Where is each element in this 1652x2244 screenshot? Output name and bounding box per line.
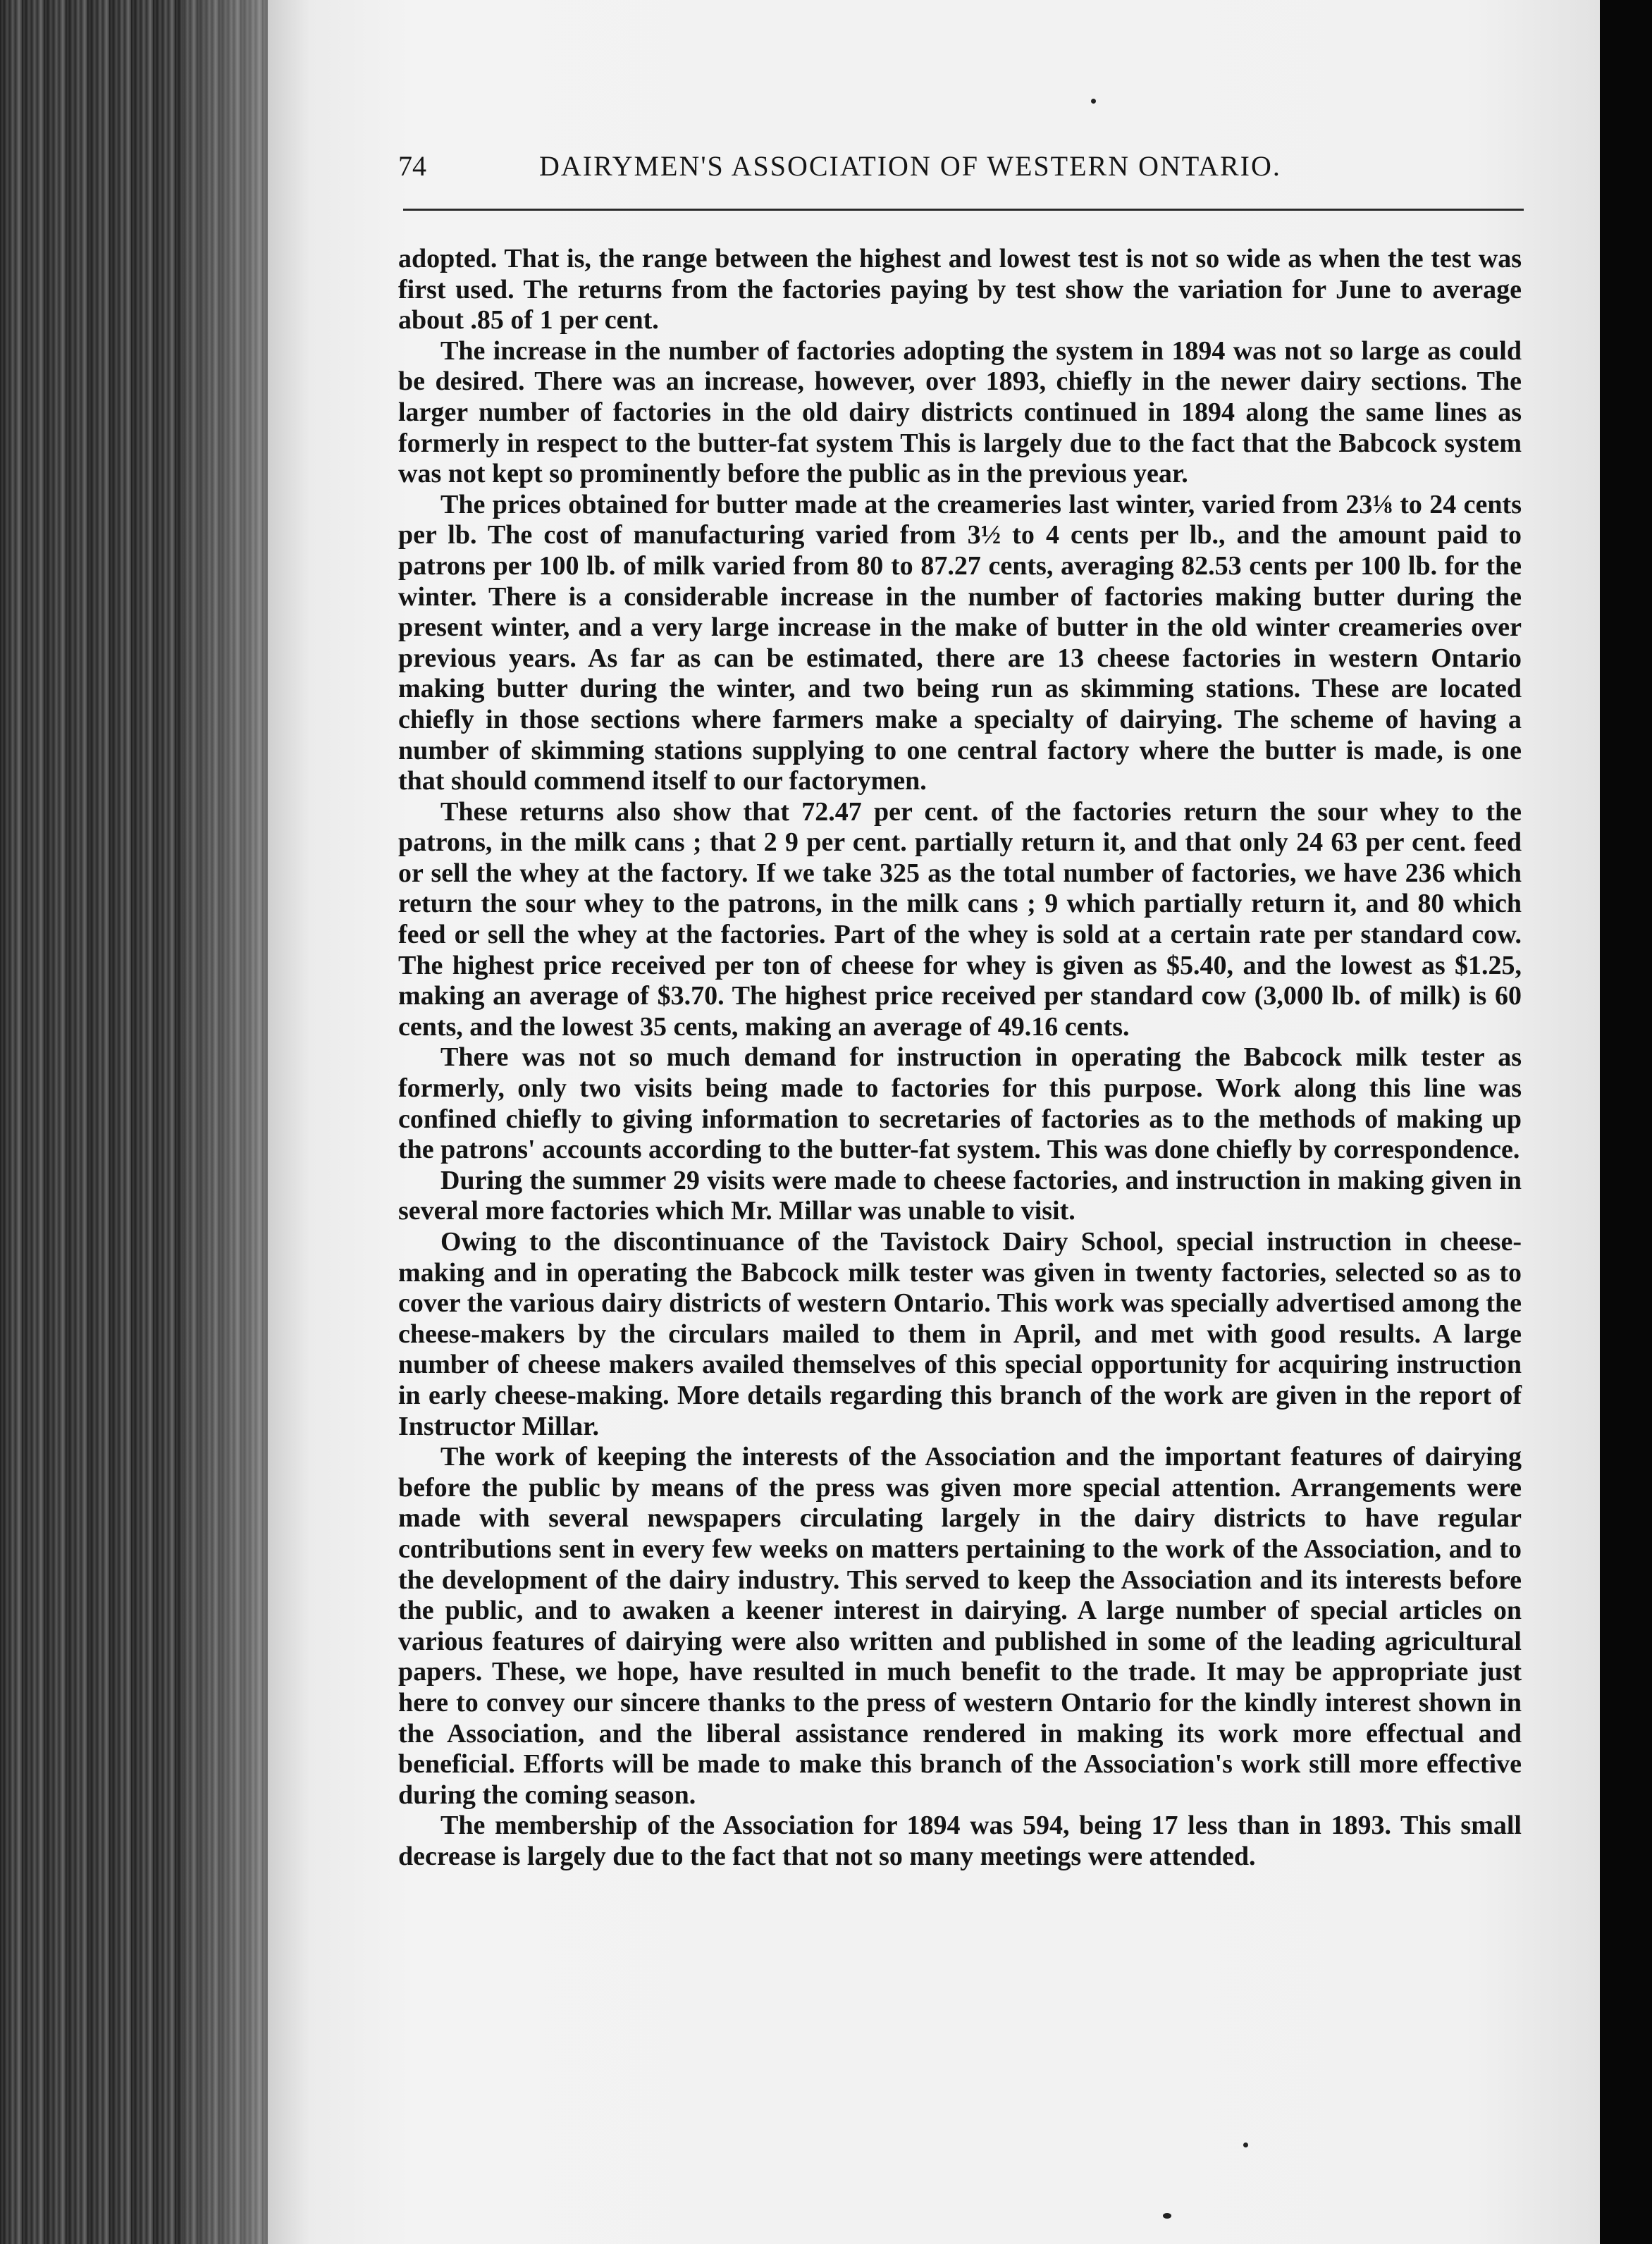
scan-speck: [1091, 99, 1096, 104]
paragraph-1: adopted. That is, the range between the highest and lowest test is not so wide as when the test was first used. The returns from the factories paying by test show the variation for June to average about .85 of 1 per cent.: [398, 244, 1522, 335]
paragraph-6: During the summer 29 visits were made to cheese factories, and instruction in making given in several more factories which Mr. Millar was unable to visit.: [398, 1165, 1522, 1226]
page-number: 74: [398, 150, 426, 182]
scanner-border: [1600, 0, 1652, 2244]
header-rule: [403, 209, 1524, 211]
scan-speck: [1243, 2143, 1248, 2147]
paragraph-5: There was not so much demand for instruction in operating the Babcock milk tester as formerly, only two visits being made to factories for this purpose. Work along this line was confined chiefly to giving information to secretaries of factories as to the methods of making up the patrons' accounts according to the butter-fat system. This was done chiefly by correspondence.: [398, 1042, 1522, 1165]
paragraph-7: Owing to the discontinuance of the Tavistock Dairy School, special instruction in cheese-making and in operating the Babcock milk tester was given in twenty factories, selected so as to cover the various dairy districts of western Ontario. This work was specially advertised among the cheese-makers by the circulars mailed to them in April, and met with good results. A large number of cheese makers availed themselves of this special opportunity for acquiring instruction in early cheese-making. More details regarding this branch of the work are given in the report of Instructor Millar.: [398, 1227, 1522, 1441]
body-text: [398, 244, 1522, 1872]
paragraph-9: The membership of the Association for 1894 was 594, being 17 less than in 1893. This small decrease is largely due to the fact that not so many meetings were attended.: [398, 1811, 1522, 1871]
page-header: [398, 149, 1519, 183]
paragraph-2: The increase in the number of factories adopting the system in 1894 was not so large as could be desired. There was an increase, however, over 1893, chiefly in the newer dairy sections. The larger number of factories in the old dairy districts continued in 1894 along the same lines as formerly in respect to the butter-fat system This is largely due to the fact that the Babcock system was not kept so prominently before the public as in the previous year.: [398, 335, 1522, 489]
running-title: DAIRYMEN'S ASSOCIATION OF WESTERN ONTARIO.: [539, 150, 1281, 182]
book-page-edges: [0, 0, 268, 2244]
paragraph-4: These returns also show that 72.47 per cent. of the factories return the sour whey to the patrons, in the milk cans ; that 2 9 per cent. partially return it, and that only 24 63 per cent. feed or sell the whey at the factory. If we take 325 as the total number of factories, we have 236 which return the sour whey to the patrons, in the milk cans ; 9 which partially return it, and 80 which feed or sell the whey at the factories. Part of the whey is sold at a certain rate per standard cow. The highest price received per ton of cheese for whey is given as $5.40, and the lowest as $1.25, making an average of $3.70. The highest price received per standard cow (3,000 lb. of milk) is 60 cents, and the lowest 35 cents, making an average of 49.16 cents.: [398, 796, 1522, 1042]
scan-speck: [1163, 2213, 1171, 2219]
paragraph-8: The work of keeping the interests of the Association and the important features of dairying before the public by means of the press was given more special attention. Arrangements were made with several newspapers circulating largely in the dairy districts to have regular contributions sent in every few weeks on matters pertaining to the work of the Association, and to the development of the dairy industry. This served to keep the Association and its interests before the public, and to awaken a keener interest in dairying. A large number of special articles on various features of dairying were also written and published in some of the leading agricultural papers. These, we hope, have resulted in much benefit to the trade. It may be appropriate just here to convey our sincere thanks to the press of western Ontario for the kindly interest shown in the Association, and the liberal assistance rendered in making its work more effectual and beneficial. Efforts will be made to make this branch of the Association's work still more effective during the coming season.: [398, 1442, 1522, 1810]
paragraph-3: The prices obtained for butter made at the creameries last winter, varied from 23⅛ to 24 cents per lb. The cost of manufacturing varied from 3½ to 4 cents per lb., and the amount paid to patrons per 100 lb. of milk varied from 80 to 87.27 cents, averaging 82.53 cents per 100 lb. for the winter. There is a considerable increase in the number of factories making butter during the present winter, and a very large increase in the make of butter in the old winter creameries over previous years. As far as can be estimated, there are 13 cheese factories in western Ontario making butter during the winter, and two being run as skimming stations. These are located chiefly in those sections where farmers make a specialty of dairying. The scheme of having a number of skimming stations supplying to one central factory where the butter is made, is one that should commend itself to our factorymen.: [398, 489, 1522, 796]
